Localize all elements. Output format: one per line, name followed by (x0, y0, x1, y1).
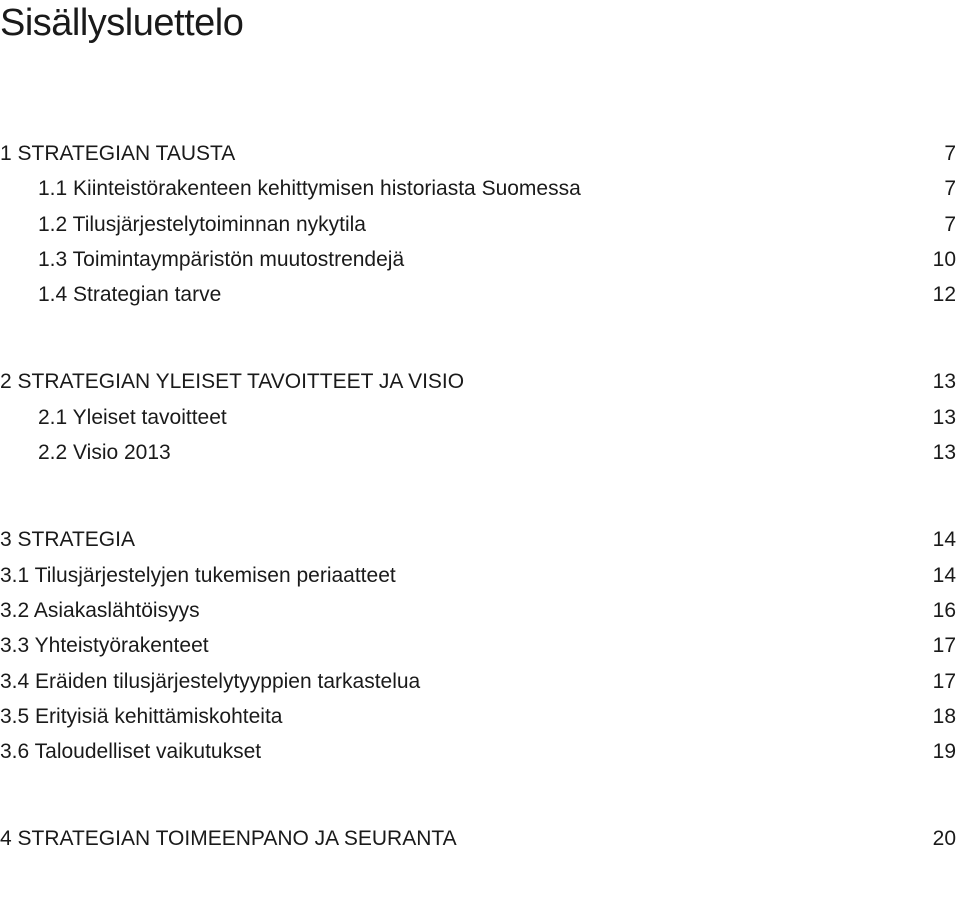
toc-page-number: 17 (932, 634, 956, 658)
toc-entry-label: 2.2 Visio 2013 (38, 441, 171, 465)
toc-subsection-entry[interactable] (0, 400, 960, 435)
toc-entry-label: 2 STRATEGIAN YLEISET TAVOITTEET JA VISIO (0, 370, 465, 394)
toc-subsection-entry[interactable] (0, 242, 960, 277)
toc-entry-label: 2.1 Yleiset tavoitteet (38, 405, 227, 429)
toc-section-3 (0, 522, 960, 769)
toc-page-number: 16 (932, 598, 956, 622)
toc-chapter-heading[interactable] (0, 364, 960, 399)
toc-entry-label: 1.4 Strategian tarve (38, 283, 222, 307)
toc-section-2 (0, 364, 960, 470)
toc-section-1 (0, 136, 960, 312)
toc-entry-label: 3.6 Taloudelliset vaikutukset (0, 740, 262, 764)
toc-page-number: 10 (932, 247, 956, 271)
toc-entry-label: 3.3 Yhteistyörakenteet (0, 634, 209, 658)
toc-page-number: 19 (932, 740, 956, 764)
toc-page-number: 7 (944, 177, 956, 201)
toc-entry-label: 3.2 Asiakaslähtöisyys (0, 598, 200, 622)
toc-entry-label: 1 STRATEGIAN TAUSTA (0, 142, 236, 165)
toc-page-number: 13 (932, 370, 956, 394)
toc-page-number: 14 (932, 528, 956, 552)
toc-page-number: 12 (932, 283, 956, 307)
table-of-contents (0, 136, 960, 857)
toc-section-4 (0, 821, 960, 856)
toc-entry-label: 1.1 Kiinteistörakenteen kehittymisen historiasta Suomessa (38, 177, 581, 201)
toc-subsection-entry[interactable] (0, 558, 960, 593)
toc-page-number: 7 (944, 212, 956, 236)
toc-entry-label: 4 STRATEGIAN TOIMEENPANO JA SEURANTA (0, 827, 457, 851)
toc-page-number: 14 (932, 563, 956, 587)
toc-page-number: 20 (932, 827, 956, 851)
toc-entry-label: 3.5 Erityisiä kehittämiskohteita (0, 704, 283, 728)
toc-subsection-entry[interactable] (0, 664, 960, 699)
toc-subsection-entry[interactable] (0, 207, 960, 242)
toc-subsection-entry[interactable] (0, 277, 960, 312)
toc-subsection-entry[interactable] (0, 628, 960, 663)
toc-subsection-entry[interactable] (0, 734, 960, 769)
toc-subsection-entry[interactable] (0, 435, 960, 470)
toc-chapter-heading[interactable] (0, 821, 960, 856)
toc-page-number: 13 (932, 441, 956, 465)
toc-subsection-entry[interactable] (0, 171, 960, 206)
toc-page-number: 13 (932, 405, 956, 429)
toc-page-number: 17 (932, 669, 956, 693)
toc-entry-label: 3 STRATEGIA (0, 528, 135, 552)
toc-chapter-heading[interactable] (0, 136, 960, 171)
toc-entry-label: 3.1 Tilusjärjestelyjen tukemisen periaatteet (0, 563, 396, 587)
toc-subsection-entry[interactable] (0, 699, 960, 734)
toc-page-number: 7 (944, 142, 956, 165)
page-title: Sisällysluettelo (0, 2, 244, 44)
toc-subsection-entry[interactable] (0, 593, 960, 628)
toc-entry-label: 1.3 Toimintaympäristön muutostrendejä (38, 247, 405, 271)
toc-page-number: 18 (932, 704, 956, 728)
toc-entry-label: 1.2 Tilusjärjestelytoiminnan nykytila (38, 212, 366, 236)
toc-entry-label: 3.4 Eräiden tilusjärjestelytyyppien tarkastelua (0, 669, 421, 693)
toc-chapter-heading[interactable] (0, 522, 960, 557)
